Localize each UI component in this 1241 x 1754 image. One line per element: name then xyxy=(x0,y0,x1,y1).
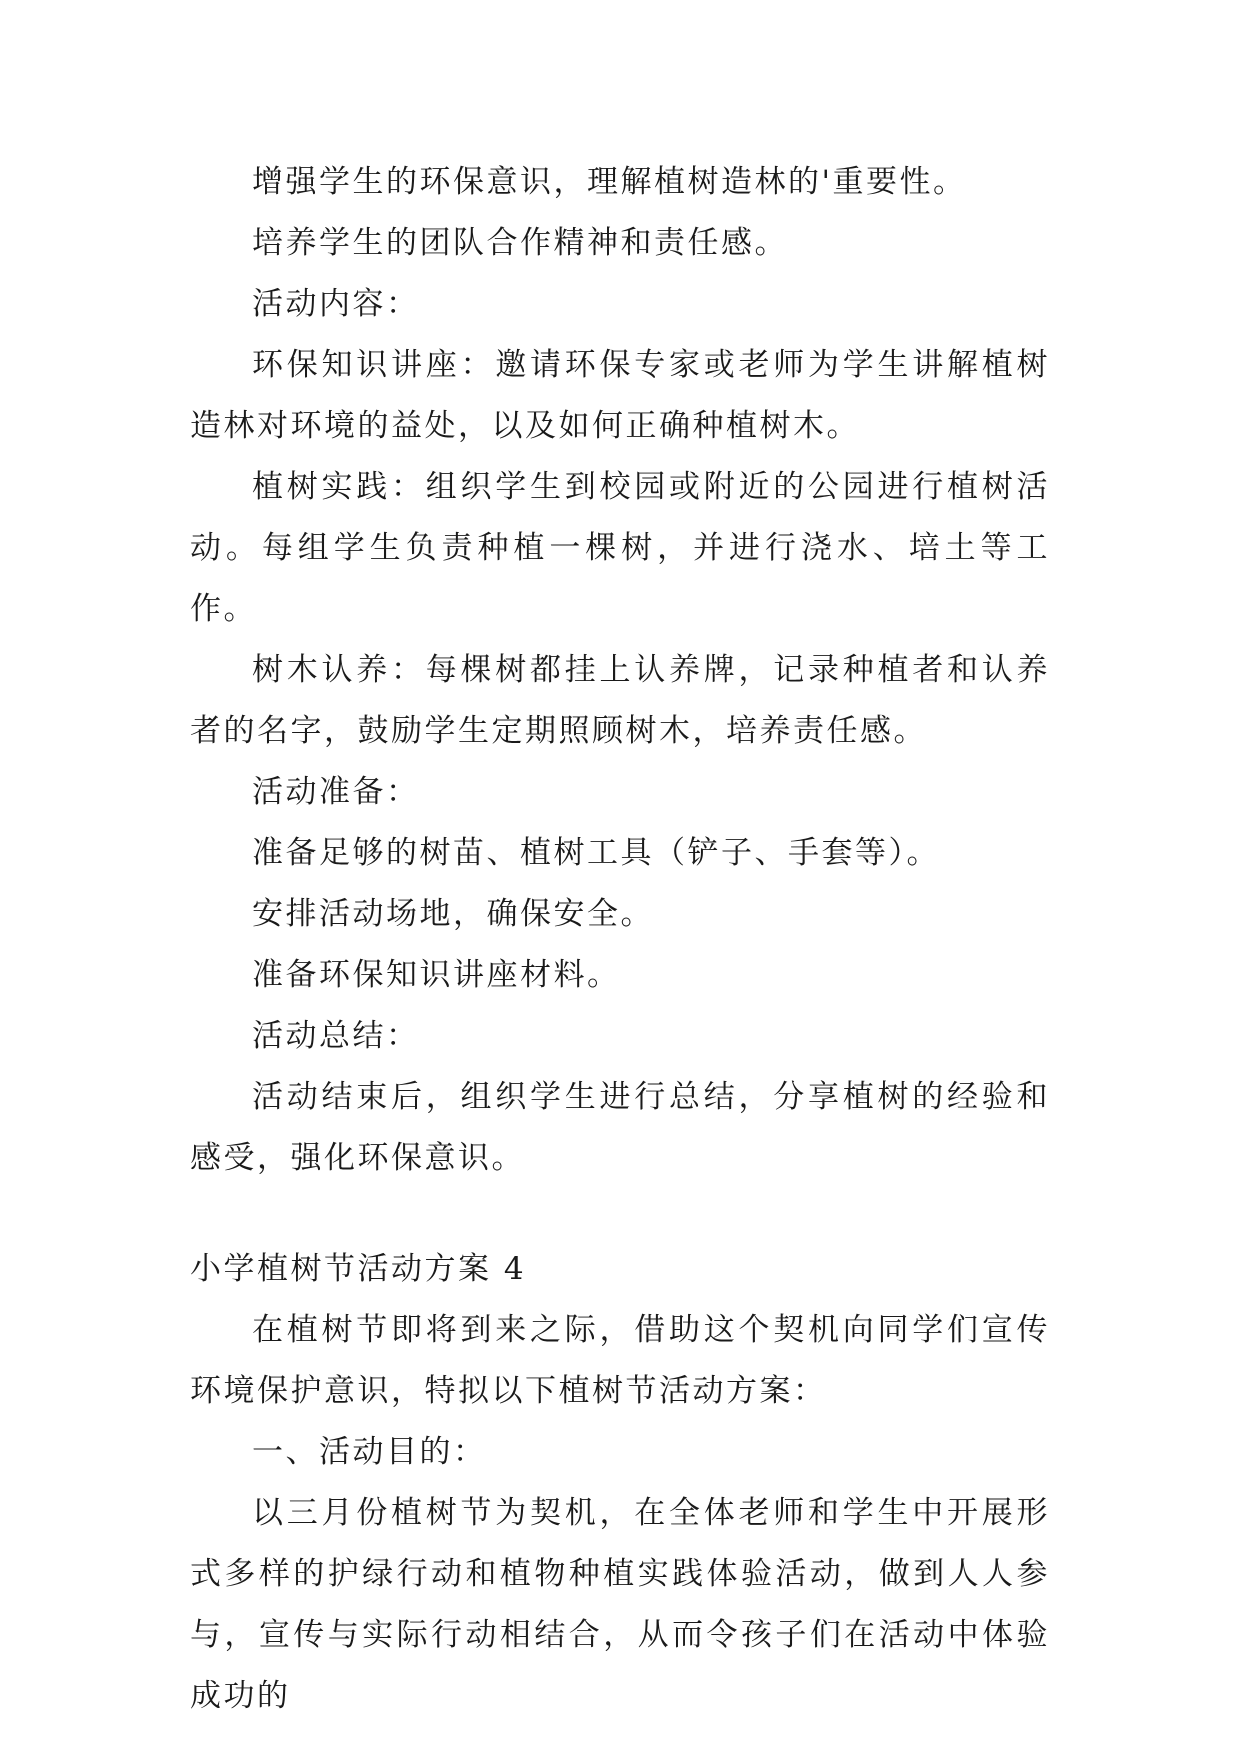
paragraph-goal-teamwork: 培养学生的团队合作精神和责任感。 xyxy=(252,225,788,261)
paragraph-purpose-label: 一、活动目的： xyxy=(252,1434,487,1470)
paragraph-prepare-materials: 准备环保知识讲座材料。 xyxy=(252,957,621,993)
paragraph-preparation-label: 活动准备： xyxy=(252,774,420,810)
paragraph-summary-label: 活动总结： xyxy=(252,1018,420,1054)
paragraph-planting-practice: 植树实践：组织学生到校园或附近的公园进行植树活动。每组学生负责种植一棵树，并进行浇水、培土等工作。 xyxy=(190,469,1050,627)
document-page xyxy=(190,152,1050,1727)
paragraph-purpose: 以三月份植树节为契机，在全体老师和学生中开展形式多样的护绿行动和植物种植实践体验活动，做到人人参与，宣传与实际行动相结合，从而令孩子们在活动中体验成功的 xyxy=(190,1495,1050,1714)
paragraph-tree-adoption: 树木认养：每棵树都挂上认养牌，记录种植者和认养者的名字，鼓励学生定期照顾树木，培养责任感。 xyxy=(190,652,1050,749)
paragraph-lecture: 环保知识讲座：邀请环保专家或老师为学生讲解植树造林对环境的益处，以及如何正确种植树木。 xyxy=(190,347,1050,444)
paragraph-summary: 活动结束后，组织学生进行总结，分享植树的经验和感受，强化环保意识。 xyxy=(190,1079,1050,1176)
paragraph-goal-awareness: 增强学生的环保意识，理解植树造林的'重要性。 xyxy=(252,164,967,200)
paragraph-content-label: 活动内容： xyxy=(252,286,420,322)
paragraph-intro: 在植树节即将到来之际，借助这个契机向同学们宣传环境保护意识，特拟以下植树节活动方案： xyxy=(190,1312,1050,1409)
paragraph-arrange-site: 安排活动场地，确保安全。 xyxy=(252,896,654,932)
paragraph-prepare-tools: 准备足够的树苗、植树工具（铲子、手套等）。 xyxy=(252,835,940,871)
section-heading: 小学植树节活动方案 4 xyxy=(190,1251,527,1287)
